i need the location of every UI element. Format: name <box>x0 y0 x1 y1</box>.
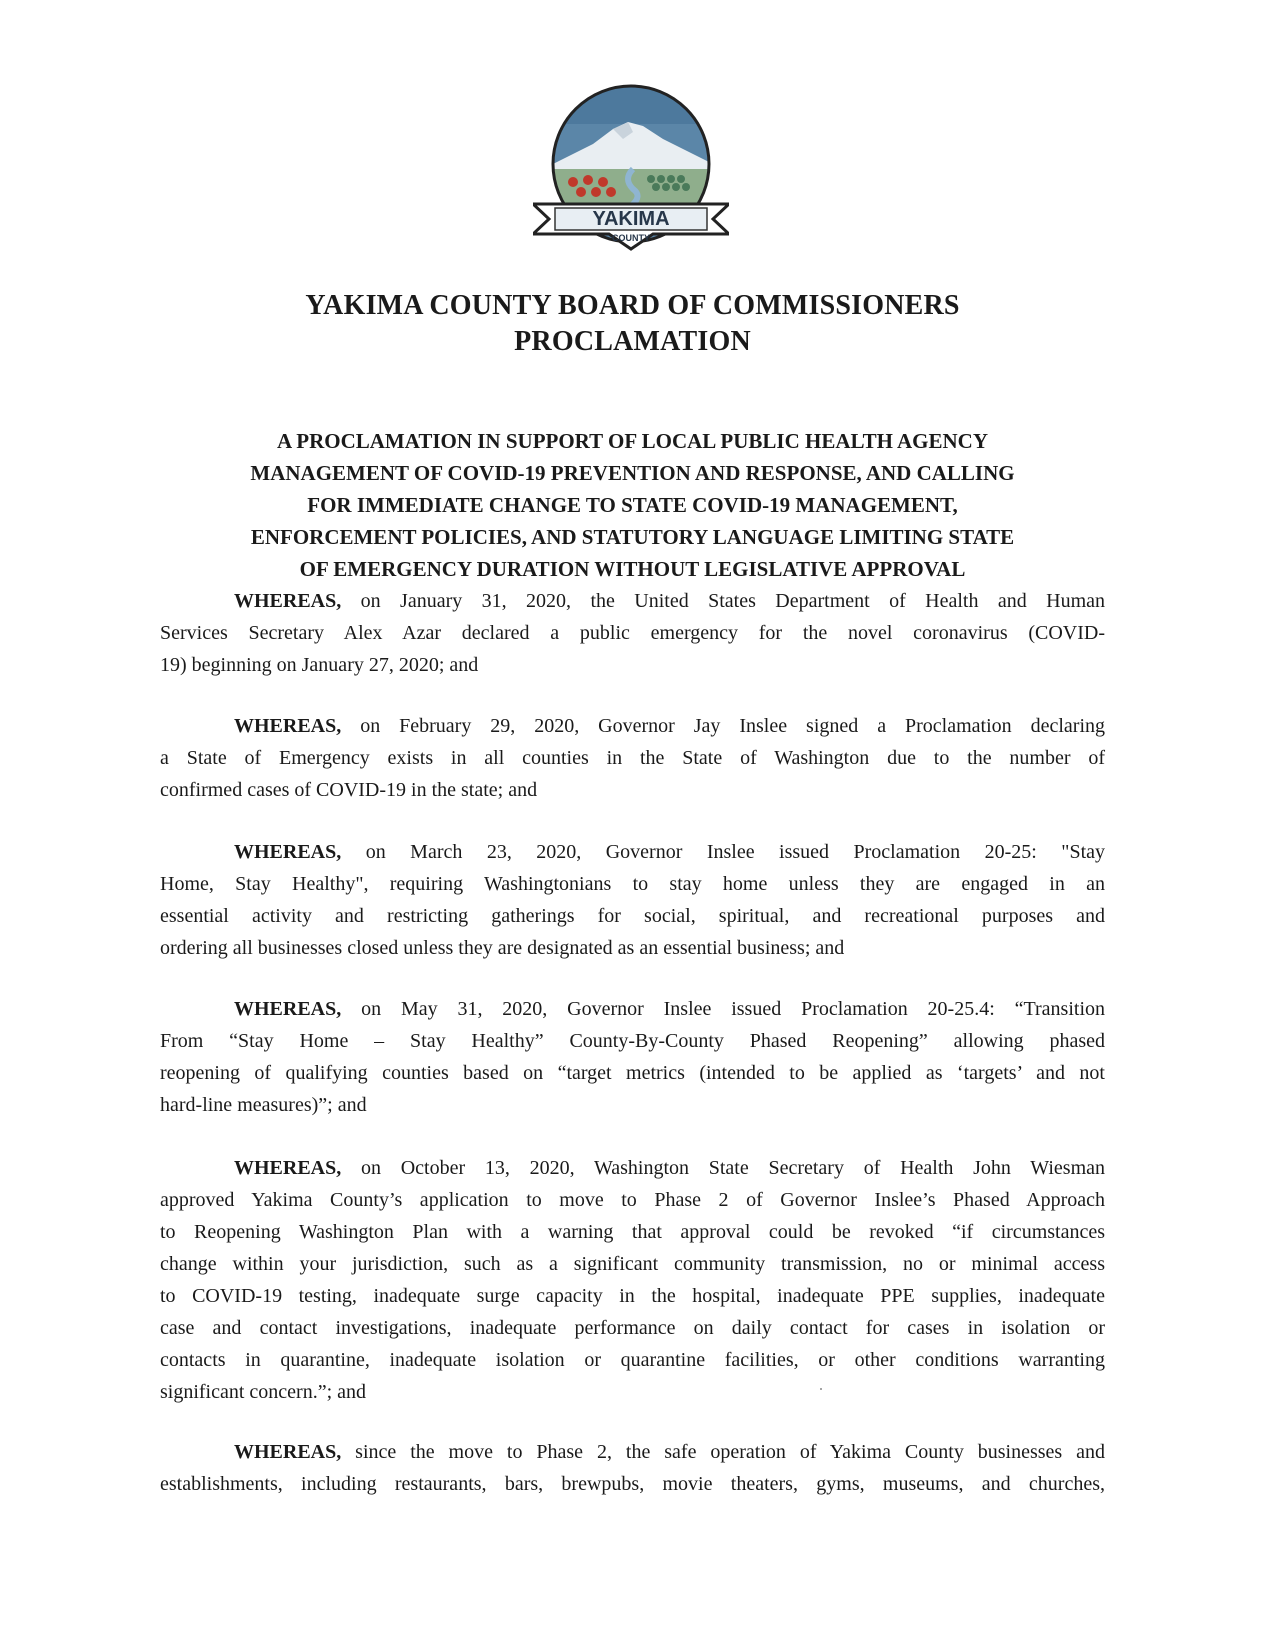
paragraph-line: essential activity and restricting gatherings for social, spiritual, and recreational purposes and <box>160 905 1105 927</box>
paragraph-line: to COVID-19 testing, inadequate surge capacity in the hospital, inadequate PPE supplies, inadequate <box>160 1285 1105 1307</box>
paragraph-line: confirmed cases of COVID-19 in the state; and <box>160 779 538 801</box>
whereas-lead: WHEREAS, <box>234 715 342 737</box>
paragraph-line: contacts in quarantine, inadequate isolation or quarantine facilities, or other conditions warranting <box>160 1349 1105 1371</box>
logo-text-main: YAKIMA <box>592 208 670 230</box>
paragraph-line <box>160 585 1105 617</box>
logo-text-sub: COUNTY <box>612 233 650 243</box>
heading-line: MANAGEMENT OF COVID-19 PREVENTION AND RESPONSE, AND CALLING <box>250 461 1015 485</box>
whereas-paragraph-2 <box>160 710 1105 806</box>
title-line-1: YAKIMA COUNTY BOARD OF COMMISSIONERS <box>305 290 960 321</box>
paragraph-line <box>160 1152 1105 1184</box>
paragraph-line: hard-line measures)”; and <box>160 1094 367 1116</box>
paragraph-line: reopening of qualifying counties based on “target metrics (intended to be applied as ‘targets’ and not <box>160 1062 1105 1084</box>
whereas-lead: WHEREAS, <box>234 998 342 1020</box>
line-text: since the move to Phase 2, the safe operation of Yakima County businesses and <box>341 1441 1105 1463</box>
paragraph-line <box>160 993 1105 1025</box>
paragraph-line: Services Secretary Alex Azar declared a public emergency for the novel coronavirus (COVID- <box>160 622 1105 644</box>
title-line-2: PROCLAMATION <box>514 326 751 357</box>
paragraph-line: establishments, including restaurants, bars, brewpubs, movie theaters, gyms, museums, and churches, <box>160 1473 1105 1495</box>
line-text: on February 29, 2020, Governor Jay Inslee signed a Proclamation declaring <box>341 715 1105 737</box>
line-text: on March 23, 2020, Governor Inslee issued Proclamation 20-25: "Stay <box>341 841 1105 863</box>
whereas-lead: WHEREAS, <box>234 1157 342 1179</box>
heading-line: FOR IMMEDIATE CHANGE TO STATE COVID-19 MANAGEMENT, <box>307 493 958 517</box>
whereas-paragraph-1 <box>160 585 1105 681</box>
paragraph-line: to Reopening Washington Plan with a warning that approval could be revoked “if circumstances <box>160 1221 1105 1243</box>
line-text: on January 31, 2020, the United States Department of Health and Human <box>341 590 1105 612</box>
whereas-lead: WHEREAS, <box>234 841 342 863</box>
heading-line: OF EMERGENCY DURATION WITHOUT LEGISLATIVE APPROVAL <box>299 557 966 581</box>
paragraph-line <box>160 1436 1105 1468</box>
whereas-paragraph-5 <box>160 1152 1105 1408</box>
paragraph-line: significant concern.”; and <box>160 1381 367 1403</box>
county-logo <box>533 84 729 254</box>
line-text: on May 31, 2020, Governor Inslee issued Proclamation 20-25.4: “Transition <box>341 998 1105 1020</box>
whereas-lead: WHEREAS, <box>234 1441 342 1463</box>
paragraph-line: approved Yakima County’s application to move to Phase 2 of Governor Inslee’s Phased Approach <box>160 1189 1105 1211</box>
whereas-paragraph-3 <box>160 836 1105 964</box>
whereas-lead: WHEREAS, <box>234 590 342 612</box>
paragraph-line: ordering all businesses closed unless they are designated as an essential business; and <box>160 937 845 959</box>
paragraph-line: From “Stay Home – Stay Healthy” County-By-County Phased Reopening” allowing phased <box>160 1030 1105 1052</box>
paragraph-line: 19) beginning on January 27, 2020; and <box>160 654 479 676</box>
paragraph-line: Home, Stay Healthy", requiring Washingtonians to stay home unless they are engaged in an <box>160 873 1105 895</box>
whereas-paragraph-4 <box>160 993 1105 1121</box>
scan-artifact <box>820 1388 822 1390</box>
paragraph-line <box>160 836 1105 868</box>
heading-line: A PROCLAMATION IN SUPPORT OF LOCAL PUBLIC HEALTH AGENCY <box>276 429 989 453</box>
document-title <box>0 288 1265 360</box>
whereas-paragraph-6 <box>160 1436 1105 1500</box>
paragraph-line: case and contact investigations, inadequate performance on daily contact for cases in isolation or <box>160 1317 1105 1339</box>
paragraph-line: a State of Emergency exists in all counties in the State of Washington due to the number of <box>160 747 1105 769</box>
paragraph-line <box>160 710 1105 742</box>
paragraph-line: change within your jurisdiction, such as a significant community transmission, no or minimal access <box>160 1253 1105 1275</box>
heading-line: ENFORCEMENT POLICIES, AND STATUTORY LANGUAGE LIMITING STATE <box>250 525 1015 549</box>
proclamation-heading <box>160 425 1105 585</box>
county-seal-graphic <box>533 84 729 254</box>
line-text: on October 13, 2020, Washington State Secretary of Health John Wiesman <box>341 1157 1105 1179</box>
